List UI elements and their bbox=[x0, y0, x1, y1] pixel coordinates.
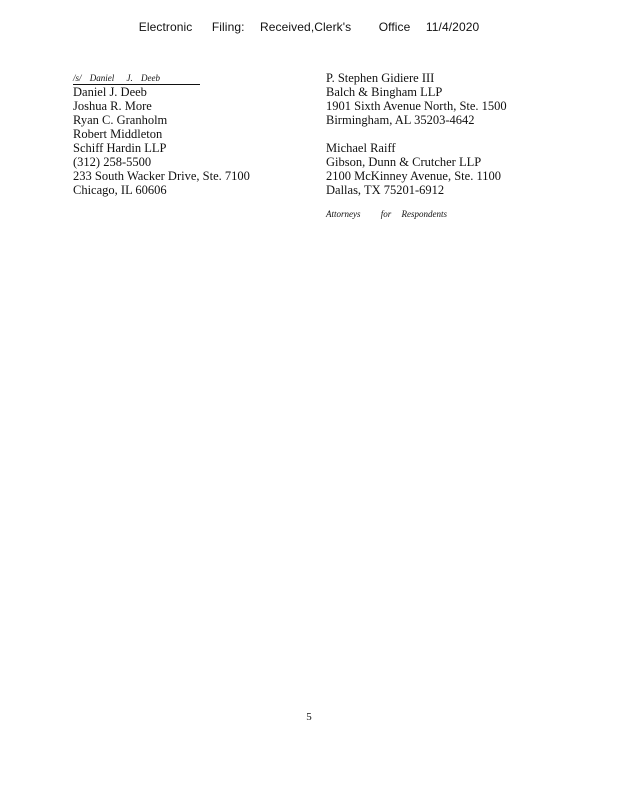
signature-last-name: Deeb bbox=[141, 73, 161, 83]
attorneys-for-respondents bbox=[326, 207, 566, 221]
right-counsel-block bbox=[326, 71, 566, 221]
attorneys-word: Attorneys bbox=[326, 209, 361, 219]
firm-street-address: 233 South Wacker Drive, Ste. 7100 bbox=[73, 169, 250, 183]
header-date: 11/4/2020 bbox=[425, 20, 480, 34]
firm-city-state-zip: Chicago, IL 60606 bbox=[73, 183, 167, 197]
header-word-received-clerks: Received,Clerk's bbox=[260, 20, 352, 34]
page-number: 5 bbox=[306, 711, 312, 723]
attorney-name: Daniel J. Deeb bbox=[73, 85, 147, 99]
firm-city-state-zip: Birmingham, AL 35203-4642 bbox=[326, 113, 475, 127]
firm-name: Gibson, Dunn & Crutcher LLP bbox=[326, 155, 482, 169]
signature-line bbox=[73, 71, 200, 85]
firm-name: Balch & Bingham LLP bbox=[326, 85, 443, 99]
header-word-office: Office bbox=[378, 20, 411, 34]
firm-street-address: 1901 Sixth Avenue North, Ste. 1500 bbox=[326, 99, 507, 113]
attorney-name: P. Stephen Gidiere III bbox=[326, 71, 435, 85]
firm-street-address: 2100 McKinney Avenue, Ste. 1100 bbox=[326, 169, 501, 183]
attorney-name: Robert Middleton bbox=[73, 127, 163, 141]
block-spacer bbox=[326, 127, 566, 141]
for-word: for bbox=[380, 209, 392, 219]
header-word-electronic: Electronic bbox=[138, 20, 193, 34]
left-counsel-block bbox=[73, 71, 303, 197]
signature-prefix: /s/ bbox=[73, 73, 82, 83]
signature-first-name: Daniel bbox=[89, 73, 115, 83]
electronic-filing-header bbox=[0, 20, 618, 34]
firm-city-state-zip: Dallas, TX 75201-6912 bbox=[326, 183, 445, 197]
firm-name: Schiff Hardin LLP bbox=[73, 141, 167, 155]
attorney-name: Michael Raiff bbox=[326, 141, 396, 155]
header-word-filing: Filing: bbox=[211, 20, 245, 34]
attorney-name: Joshua R. More bbox=[73, 99, 152, 113]
firm-phone: (312) 258-5500 bbox=[73, 155, 152, 169]
signature-middle-initial: J. bbox=[126, 73, 133, 83]
respondents-word: Respondents bbox=[401, 209, 448, 219]
attorney-name: Ryan C. Granholm bbox=[73, 113, 168, 127]
